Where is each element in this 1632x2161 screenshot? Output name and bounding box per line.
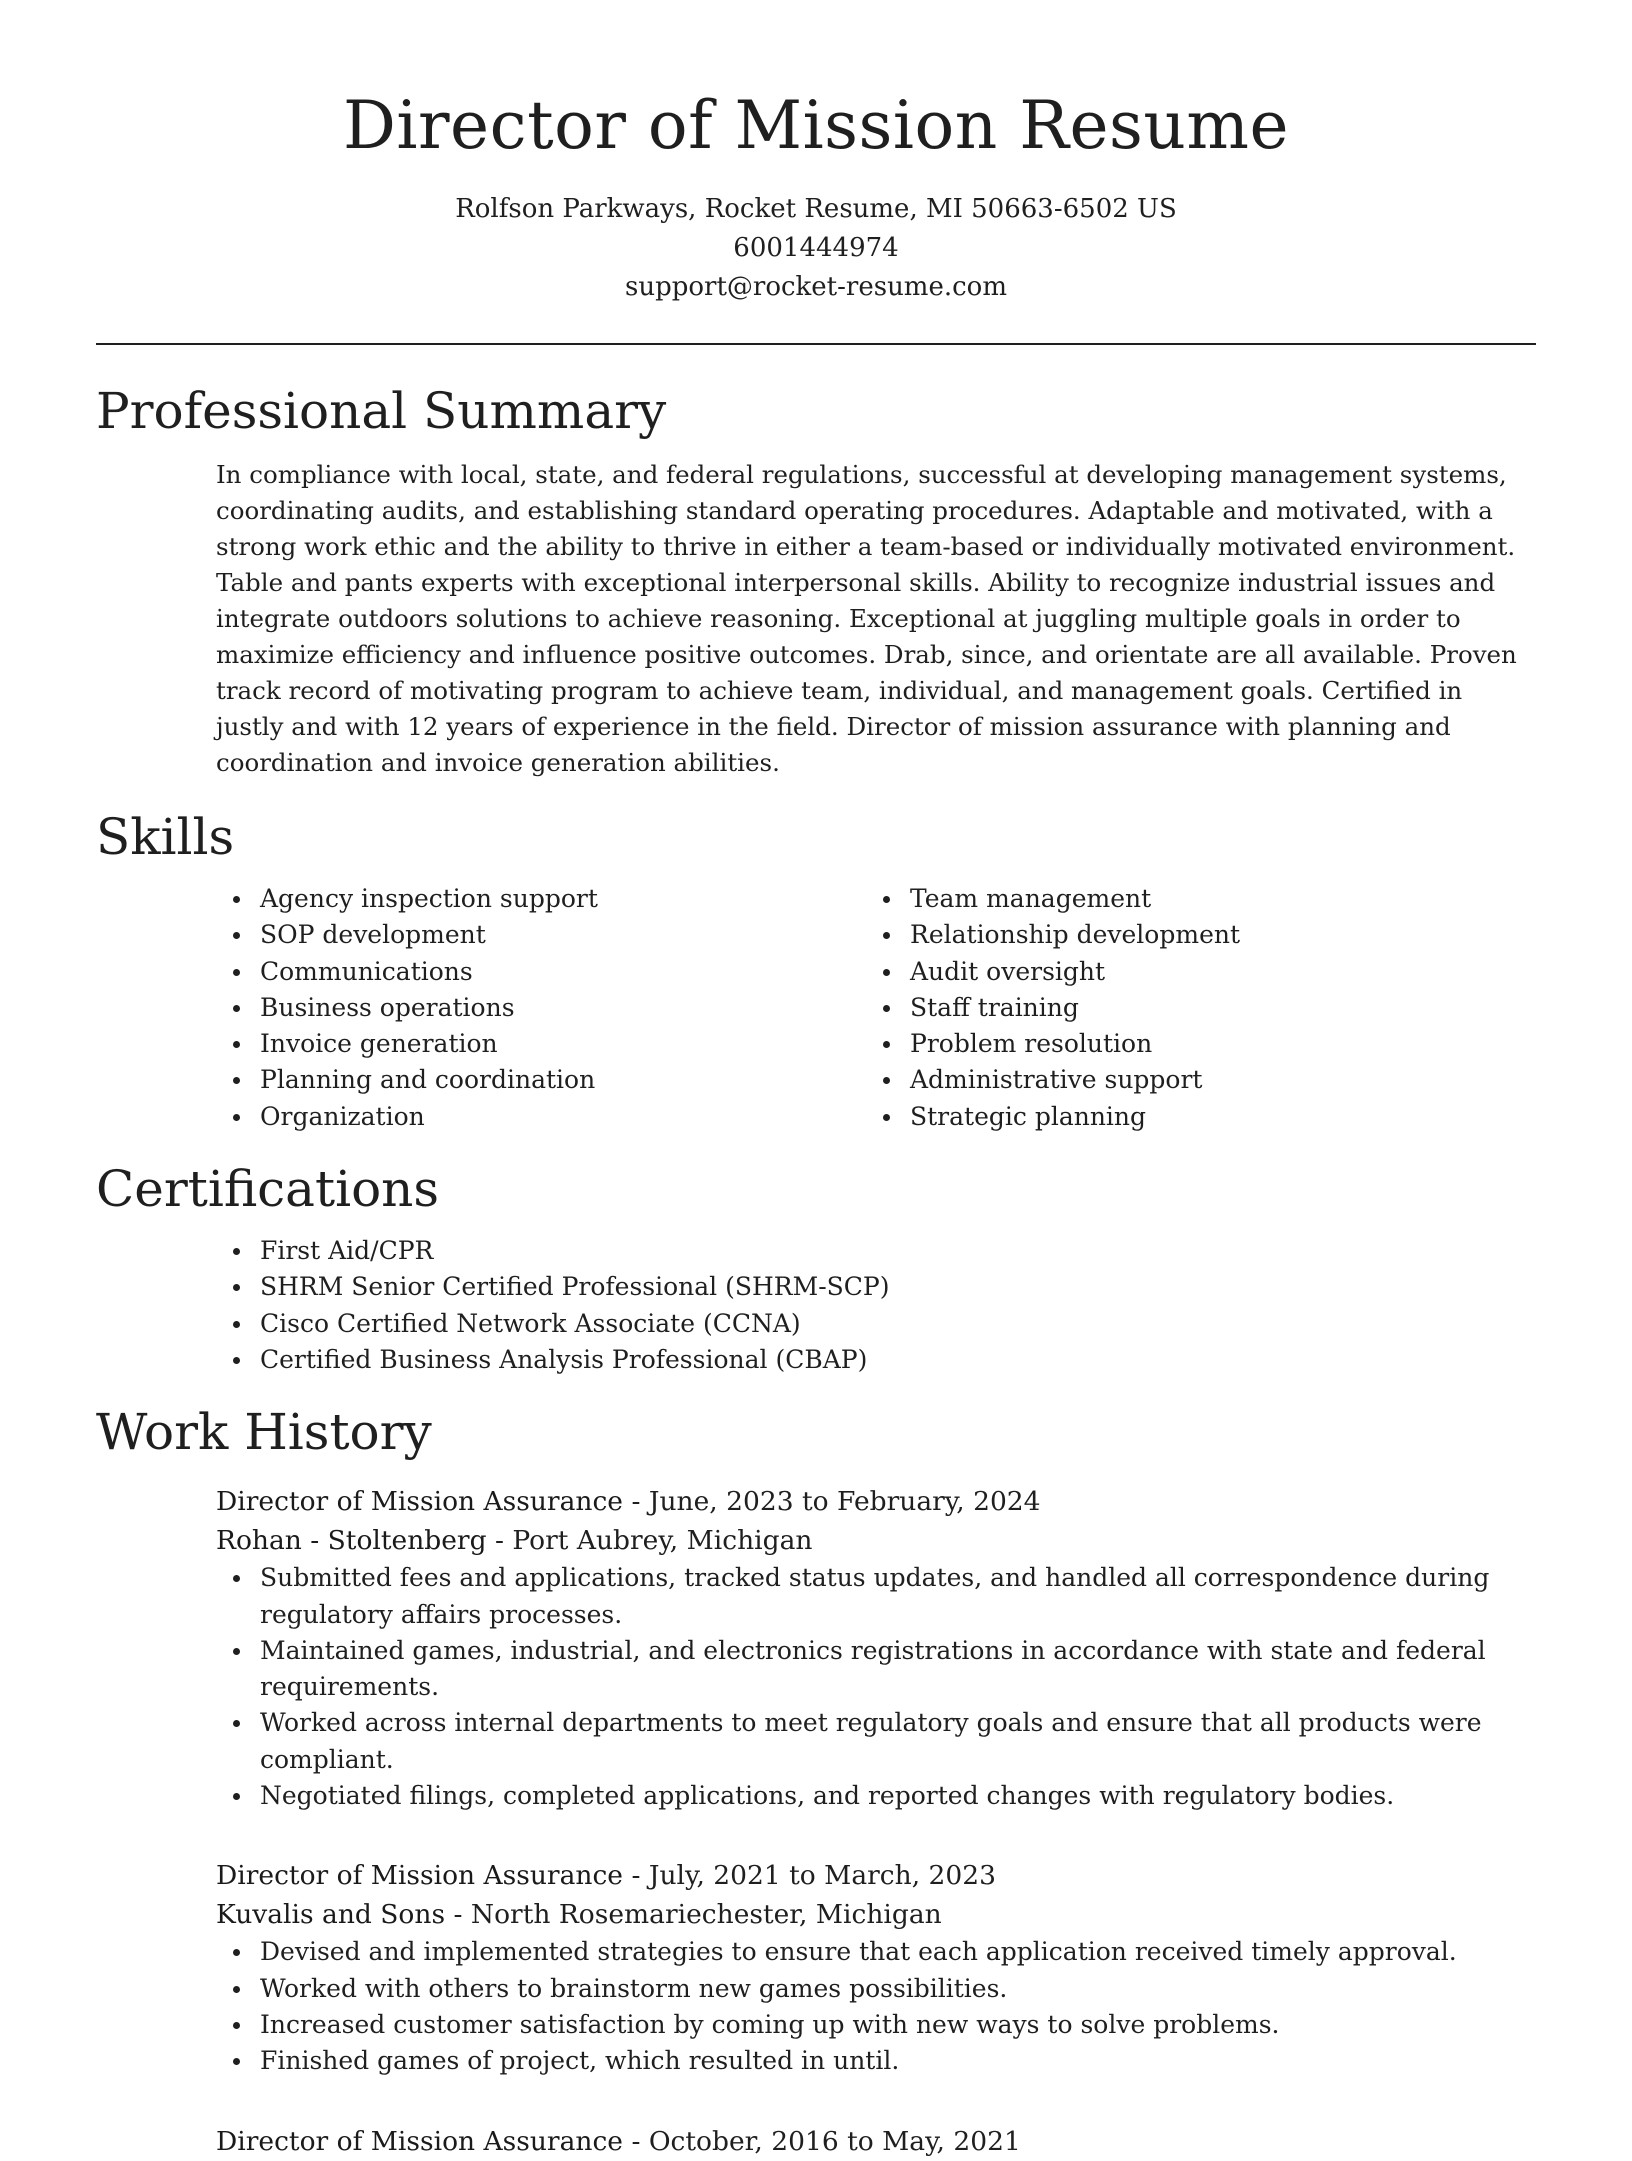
job-bullet: Worked across internal departments to meet regulatory goals and ensure that all products were compliant. xyxy=(260,1705,1536,1778)
certifications-heading: Certifications xyxy=(96,1160,440,1219)
job-dates: October, 2016 to May, 2021 xyxy=(648,2125,1021,2157)
certifications-list xyxy=(216,1233,1536,1378)
skills-column-right xyxy=(866,881,1516,1135)
job-company-line xyxy=(216,1521,1536,1560)
skill-item: Communications xyxy=(260,954,866,990)
job-sep: - xyxy=(631,1486,649,1518)
job-role-line xyxy=(216,2122,1536,2161)
job-bullet: Maintained games, industrial, and electronics registrations in accordance with state and federal requirements. xyxy=(260,1633,1536,1706)
job-location: Port Aubrey, Michigan xyxy=(512,1525,813,1557)
certification-item: SHRM Senior Certified Professional (SHRM-SCP) xyxy=(260,1269,1536,1305)
job-role: Director of Mission Assurance xyxy=(216,1486,623,1518)
summary-heading: Professional Summary xyxy=(96,382,667,440)
skill-item: Business operations xyxy=(260,990,866,1026)
skill-item: Team management xyxy=(910,881,1516,917)
contact-phone: 6001444974 xyxy=(733,233,899,263)
certification-item: Cisco Certified Network Associate (CCNA) xyxy=(260,1306,1536,1342)
summary-text: In compliance with local, state, and federal regulations, successful at developing management systems, coordinating audits, and establishing standard operating procedures. Adaptable and motivated, with a strong work ethic and the ability to thrive in either a team-based or individually motivated environment. Table and pants experts with exceptional interpersonal skills. Ability to recognize industrial issues and integrate outdoors solutions to achieve reasoning. Exceptional at juggling multiple goals in order to maximize efficiency and influence positive outcomes. Drab, since, and orientate are all available. Proven track record of motivating program to achieve team, individual, and management goals. Certified in justly and with 12 years of experience in the field. Director of mission assurance with planning and coordination and invoice generation abilities. xyxy=(216,460,1517,777)
resume-title: Director of Mission Resume xyxy=(342,87,1290,164)
job-sep: - xyxy=(453,1899,471,1931)
skill-item: Administrative support xyxy=(910,1062,1516,1098)
skill-item: Organization xyxy=(260,1099,866,1135)
job-bullet: Increased customer satisfaction by coming up with new ways to solve problems. xyxy=(260,2007,1536,2043)
job-location: North Rosemariechester, Michigan xyxy=(470,1899,942,1931)
skills-heading: Skills xyxy=(96,808,235,866)
certification-item: First Aid/CPR xyxy=(260,1233,1536,1269)
job-bullet: Worked with others to brainstorm new games possibilities. xyxy=(260,1971,1536,2007)
job-role: Director of Mission Assurance xyxy=(216,1860,623,1892)
job-entry xyxy=(216,1856,1536,2079)
contact-email: support@rocket-resume.com xyxy=(624,272,1007,302)
job-bullet: Negotiated filings, completed applications, and reported changes with regulatory bodies. xyxy=(260,1778,1536,1814)
skill-item: Audit oversight xyxy=(910,954,1516,990)
job-bullets xyxy=(216,1934,1536,2079)
job-bullet: Submitted fees and applications, tracked status updates, and handled all correspondence during regulatory affairs processes. xyxy=(260,1560,1536,1633)
certification-item: Certified Business Analysis Professional (CBAP) xyxy=(260,1342,1536,1378)
job-sep: - xyxy=(495,1525,513,1557)
job-company: Kuvalis and Sons xyxy=(216,1899,446,1931)
job-company-line xyxy=(216,1895,1536,1934)
contact-address: Rolfson Parkways, Rocket Resume, MI 50663-6502 US xyxy=(455,194,1177,224)
skill-item: Strategic planning xyxy=(910,1099,1516,1135)
skill-item: SOP development xyxy=(260,917,866,953)
skill-item: Agency inspection support xyxy=(260,881,866,917)
job-bullets xyxy=(216,1560,1536,1814)
job-sep: - xyxy=(631,2125,649,2157)
skill-item: Planning and coordination xyxy=(260,1062,866,1098)
skill-item: Problem resolution xyxy=(910,1026,1516,1062)
job-bullet: Finished games of project, which resulted in until. xyxy=(260,2043,1536,2079)
job-entry xyxy=(216,1482,1536,1814)
skills-column-left xyxy=(216,881,866,1135)
job-bullet: Devised and implemented strategies to ensure that each application received timely approval. xyxy=(260,1934,1536,1970)
resume-header xyxy=(96,0,1536,307)
job-dates: July, 2021 to March, 2023 xyxy=(648,1860,996,1892)
skill-item: Invoice generation xyxy=(260,1026,866,1062)
job-role: Director of Mission Assurance xyxy=(216,2125,623,2157)
header-divider xyxy=(96,343,1536,345)
skill-item: Relationship development xyxy=(910,917,1516,953)
skills-grid xyxy=(216,881,1536,1135)
resume-page xyxy=(96,0,1536,2161)
job-role-line xyxy=(216,1856,1536,1895)
job-sep: - xyxy=(631,1860,649,1892)
job-dates: June, 2023 to February, 2024 xyxy=(648,1486,1041,1518)
job-company: Rohan - Stoltenberg xyxy=(216,1525,487,1557)
job-role-line xyxy=(216,1482,1536,1521)
skill-item: Staff training xyxy=(910,990,1516,1026)
work-history-heading: Work History xyxy=(96,1403,432,1462)
job-entry xyxy=(216,2122,1536,2161)
contact-block xyxy=(96,190,1536,307)
